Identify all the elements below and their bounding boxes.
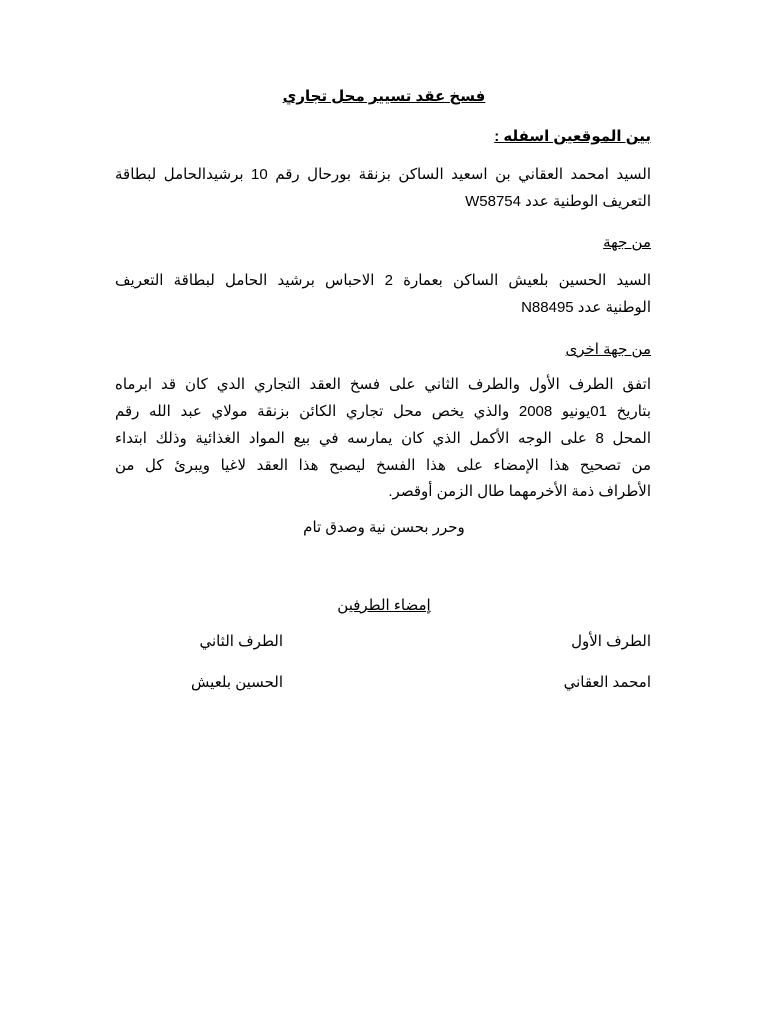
closing-statement: وحرر بحسن نية وصدق تام [303, 519, 465, 536]
first-party-name: امحمد العقاني [563, 674, 651, 691]
agreement-line-3: المحل 8 على الوجه الأكمل الذي كان يمارسه في بيع المواد الغذائية وذلك ابتداء [115, 430, 651, 447]
side1-label: من جهة [603, 234, 651, 251]
party1-line-2: التعريف الوطنية عدد W58754 [465, 193, 651, 210]
second-party-label: الطرف الثاني [199, 633, 283, 650]
party1-line-1: السيد امحمد العقاني بن اسعيد الساكن بزنقة بورحال رقم 10 برشيدالحامل لبطاقة [115, 166, 651, 183]
between-heading: بين الموقعين اسفله : [494, 128, 651, 145]
agreement-line-2: بتاريخ 01يونيو 2008 والذي يخص محل تجاري الكائن بزنقة مولاي عبد الله رقم [115, 403, 651, 420]
signatures-heading: إمضاء الطرفين [337, 597, 431, 614]
agreement-line-1: اتفق الطرف الأول والطرف الثاني على فسخ العقد التجاري الدي كان قد ابرماه [115, 376, 651, 393]
first-party-label: الطرف الأول [571, 633, 651, 650]
second-party-name: الحسين بلعيش [191, 674, 283, 691]
agreement-line-4: من تصحيح هذا الإمضاء على هذا الفسخ ليصبح هذا العقد لاغيا ويبرئ كل من [115, 457, 651, 474]
agreement-line-5: الأطراف ذمة الأخرمهما طال الزمن أوقصر. [388, 483, 651, 500]
document-title: فسخ عقد تسيير محل تجاري [282, 88, 486, 105]
party2-line-1: السيد الحسين بلعيش الساكن بعمارة 2 الاحباس برشيد الحامل لبطاقة التعريف [115, 272, 651, 289]
party2-line-2: الوطنية عدد N88495 [521, 299, 651, 316]
side2-label: من جهة اخرى [565, 341, 651, 358]
